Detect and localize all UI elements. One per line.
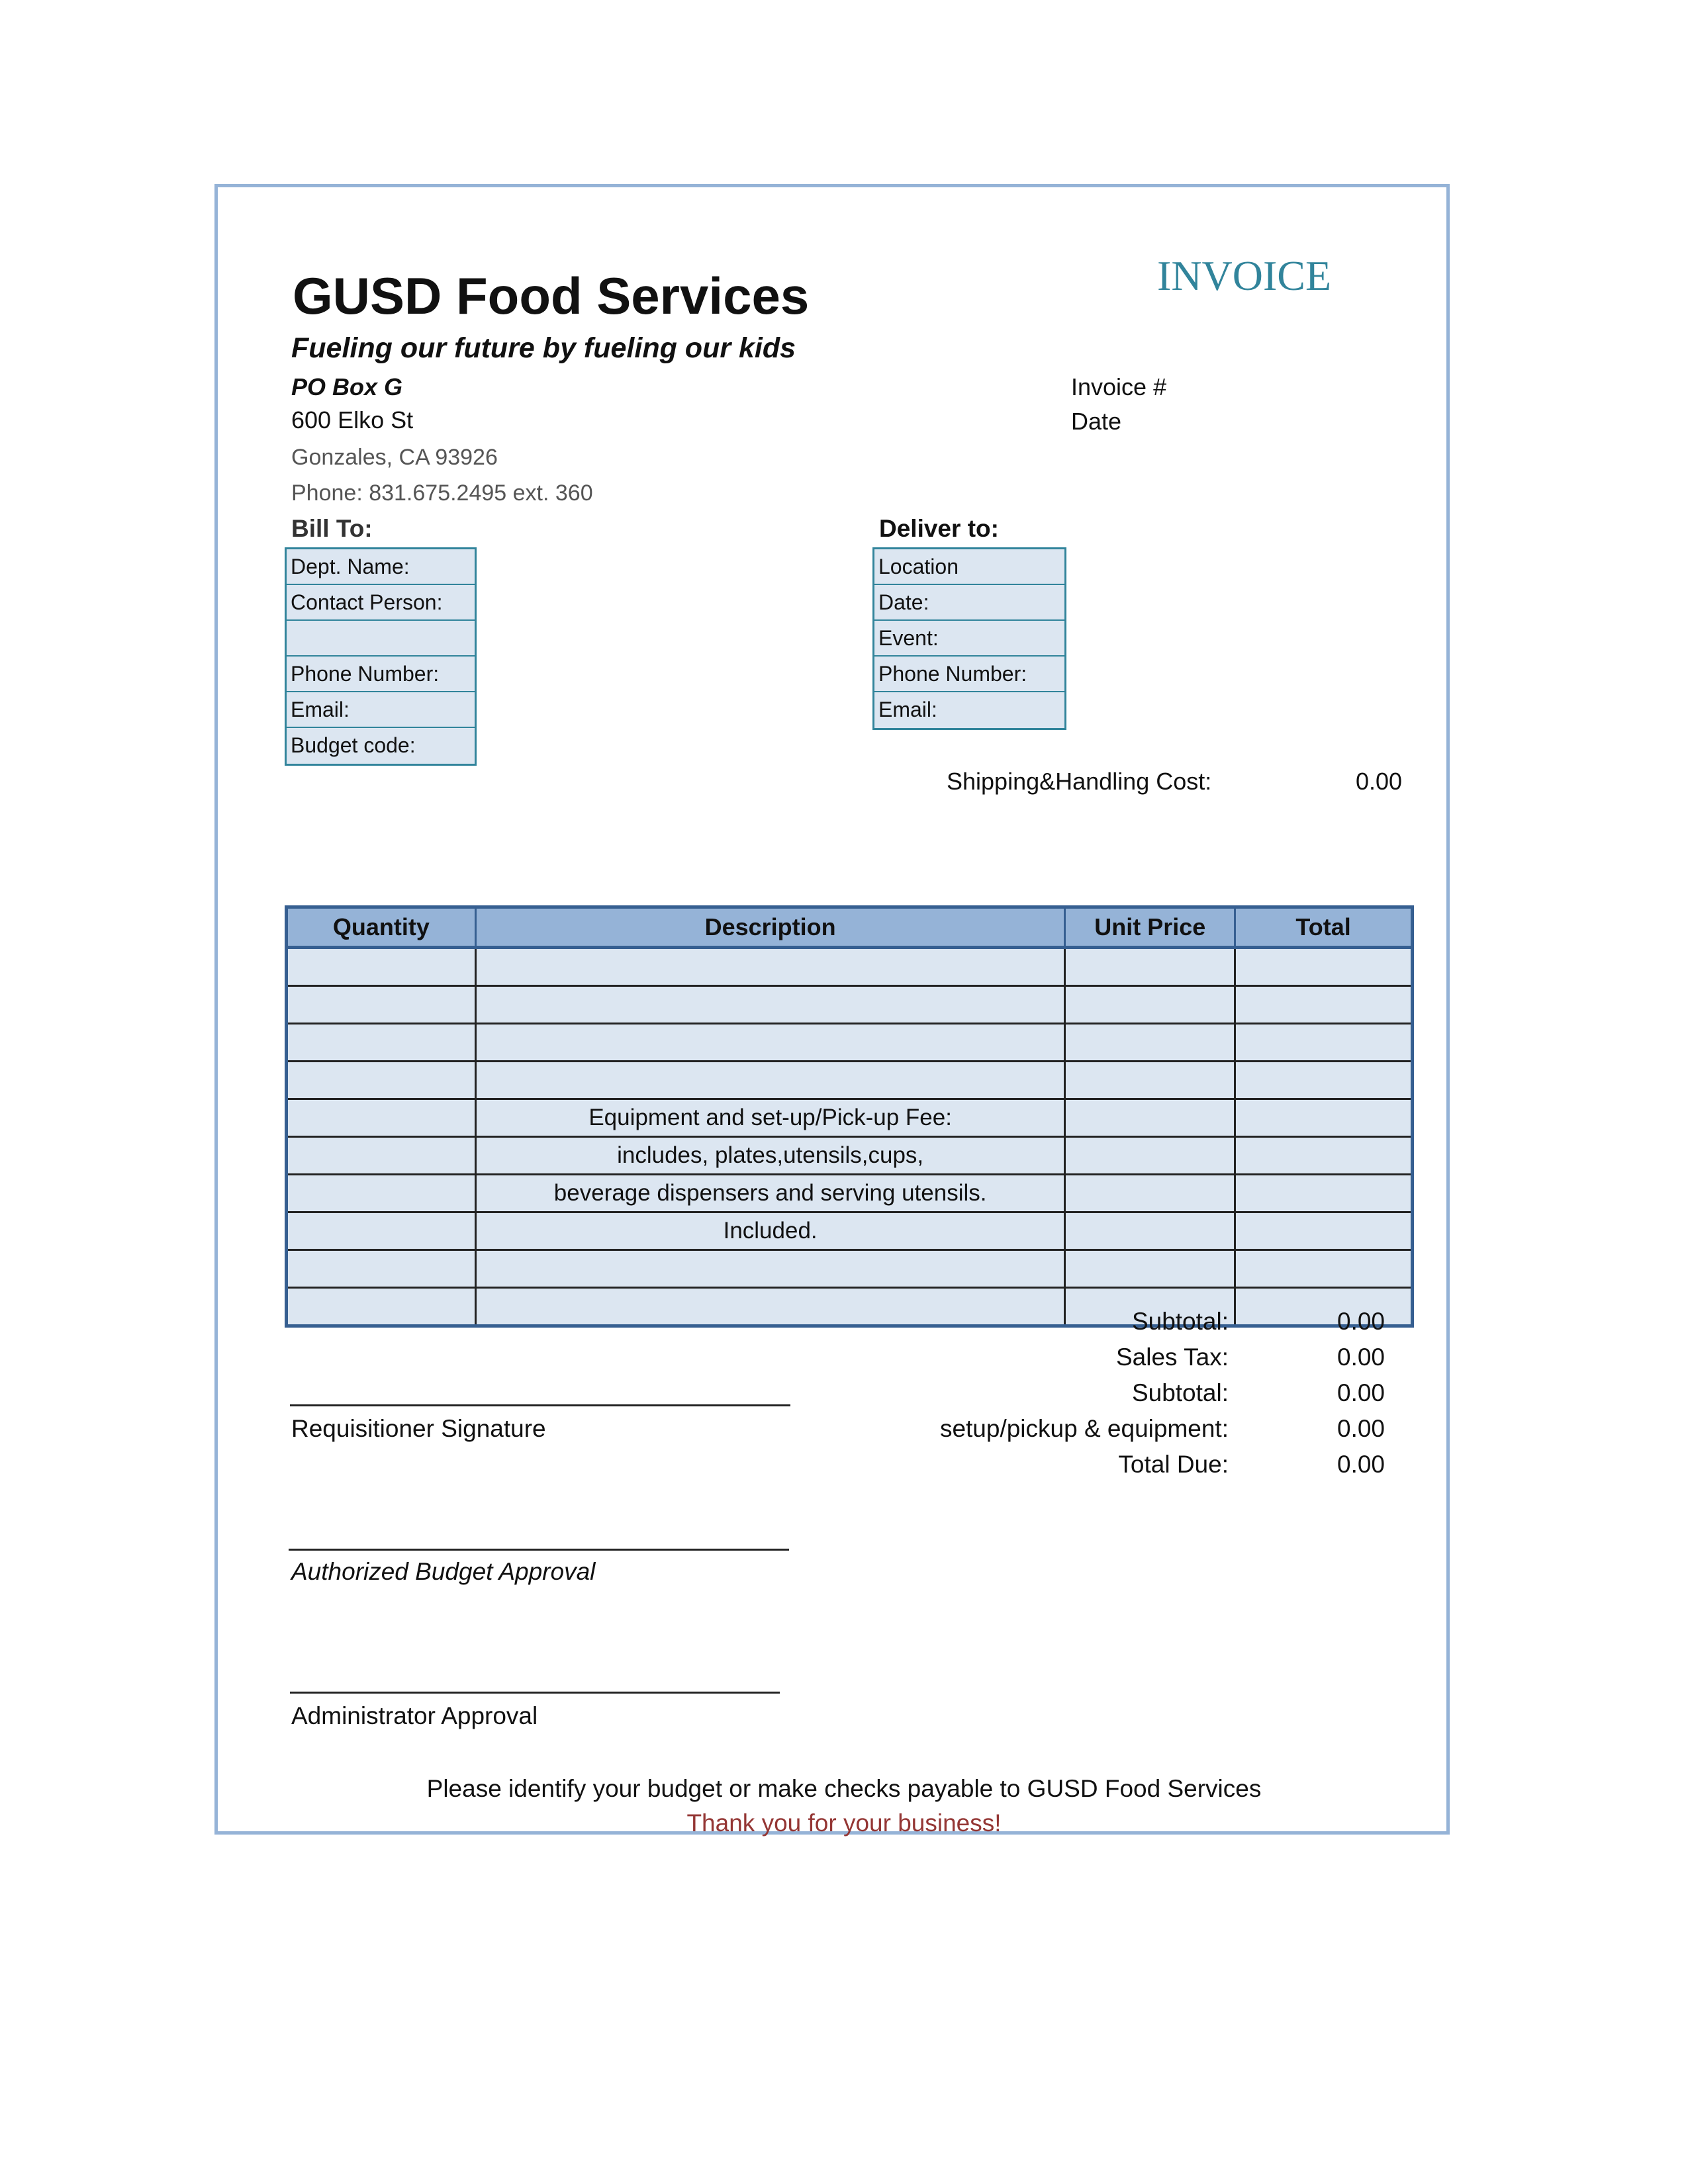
table-row (287, 1137, 1413, 1175)
quantity-cell[interactable] (287, 948, 476, 986)
total-cell[interactable] (1235, 1212, 1413, 1250)
deliver-to-event[interactable]: Event: (874, 621, 1064, 657)
administrator-approval-line[interactable] (290, 1692, 780, 1694)
description-cell[interactable] (475, 1062, 1065, 1099)
address-street: 600 Elko St (291, 406, 414, 433)
total-due-label: Total Due: (1118, 1451, 1229, 1478)
description-cell[interactable] (475, 1024, 1065, 1062)
total-due-value: 0.00 (1337, 1451, 1385, 1478)
bill-to-dept-name[interactable]: Dept. Name: (287, 549, 475, 585)
description-cell[interactable] (475, 1250, 1065, 1288)
total-cell[interactable] (1235, 1024, 1413, 1062)
deliver-to-heading: Deliver to: (879, 515, 999, 542)
setup-pickup-equipment-value: 0.00 (1337, 1415, 1385, 1442)
shipping-label: Shipping&Handling Cost: (947, 768, 1212, 795)
shipping-value: 0.00 (1356, 768, 1403, 795)
line-items-table (285, 905, 1414, 1328)
subtotal-2-label: Subtotal: (1131, 1379, 1229, 1406)
invoice-title: INVOICE (1157, 252, 1332, 299)
sales-tax-label: Sales Tax: (1115, 1343, 1229, 1371)
subtotal-label: Subtotal: (1131, 1308, 1229, 1335)
bill-to-blank-field[interactable] (287, 621, 475, 657)
unit-price-cell[interactable] (1065, 1024, 1235, 1062)
budget-approval-line[interactable] (289, 1549, 789, 1551)
table-header-row (287, 907, 1413, 948)
quantity-cell[interactable] (287, 1175, 476, 1212)
deliver-to-phone-number[interactable]: Phone Number: (874, 657, 1064, 692)
unit-price-cell[interactable] (1065, 1062, 1235, 1099)
setup-pickup-equipment-label: setup/pickup & equipment: (939, 1415, 1229, 1442)
quantity-cell[interactable] (287, 1288, 476, 1326)
unit-price-cell[interactable] (1065, 1212, 1235, 1250)
invoice-date-label: Date (1071, 408, 1122, 435)
table-row (287, 1062, 1413, 1099)
total-cell[interactable] (1235, 1137, 1413, 1175)
deliver-to-date[interactable]: Date: (874, 585, 1064, 621)
unit-price-cell[interactable] (1065, 1099, 1235, 1137)
table-row (287, 986, 1413, 1024)
description-cell[interactable] (475, 986, 1065, 1024)
column-header-total: Total (1235, 907, 1413, 948)
bill-to-phone-number[interactable]: Phone Number: (287, 657, 475, 692)
deliver-to-email[interactable]: Email: (878, 698, 937, 721)
description-cell[interactable] (475, 948, 1065, 986)
thank-you-note: Thank you for your business! (686, 1809, 1002, 1837)
quantity-cell[interactable] (287, 1062, 476, 1099)
invoice-number-label: Invoice # (1071, 373, 1167, 400)
unit-price-cell[interactable] (1065, 1175, 1235, 1212)
bill-to-budget-code[interactable]: Budget code: (291, 733, 416, 757)
deliver-to-fields (872, 547, 1066, 730)
subtotal-value: 0.00 (1337, 1308, 1385, 1335)
address-po-box: PO Box G (291, 373, 403, 400)
table-row (287, 1024, 1413, 1062)
quantity-cell[interactable] (287, 1024, 476, 1062)
total-cell[interactable] (1235, 948, 1413, 986)
subtotal-2-value: 0.00 (1337, 1379, 1385, 1406)
budget-approval-label: Authorized Budget Approval (291, 1558, 596, 1585)
unit-price-cell[interactable] (1065, 1250, 1235, 1288)
table-row (287, 948, 1413, 986)
requisitioner-signature-label: Requisitioner Signature (291, 1415, 546, 1442)
unit-price-cell[interactable] (1065, 986, 1235, 1024)
table-row (287, 1250, 1413, 1288)
administrator-approval-label: Administrator Approval (291, 1702, 538, 1729)
total-cell[interactable] (1235, 1175, 1413, 1212)
column-header-description: Description (475, 907, 1065, 948)
total-cell[interactable] (1235, 1062, 1413, 1099)
description-cell[interactable]: beverage dispensers and serving utensils. (475, 1175, 1065, 1212)
total-cell[interactable] (1235, 1099, 1413, 1137)
total-cell[interactable] (1235, 1288, 1413, 1326)
bill-to-fields (285, 547, 477, 766)
table-row (287, 1212, 1413, 1250)
column-header-unit-price: Unit Price (1065, 907, 1235, 948)
requisitioner-signature-line[interactable] (290, 1404, 790, 1406)
unit-price-cell[interactable] (1065, 1137, 1235, 1175)
unit-price-cell[interactable] (1065, 948, 1235, 986)
sales-tax-value: 0.00 (1337, 1343, 1385, 1371)
address-city: Gonzales, CA 93926 (291, 445, 498, 470)
quantity-cell[interactable] (287, 1212, 476, 1250)
bill-to-contact-person[interactable]: Contact Person: (287, 585, 475, 621)
company-tagline: Fueling our future by fueling our kids (291, 332, 796, 364)
table-row (287, 1099, 1413, 1137)
quantity-cell[interactable] (287, 1250, 476, 1288)
table-row (287, 1175, 1413, 1212)
description-cell[interactable]: includes, plates,utensils,cups, (475, 1137, 1065, 1175)
deliver-to-location[interactable]: Location (874, 549, 1064, 585)
total-cell[interactable] (1235, 1250, 1413, 1288)
bill-to-email[interactable]: Email: (287, 692, 475, 728)
company-name: GUSD Food Services (293, 267, 810, 325)
total-cell[interactable] (1235, 986, 1413, 1024)
company-phone: Phone: 831.675.2495 ext. 360 (291, 480, 593, 506)
bill-to-heading: Bill To: (291, 515, 373, 542)
column-header-quantity: Quantity (287, 907, 476, 948)
description-cell[interactable]: Equipment and set-up/Pick-up Fee: (475, 1099, 1065, 1137)
payment-note: Please identify your budget or make checks payable to GUSD Food Services (426, 1775, 1262, 1802)
quantity-cell[interactable] (287, 1099, 476, 1137)
quantity-cell[interactable] (287, 986, 476, 1024)
description-cell[interactable]: Included. (475, 1212, 1065, 1250)
quantity-cell[interactable] (287, 1137, 476, 1175)
